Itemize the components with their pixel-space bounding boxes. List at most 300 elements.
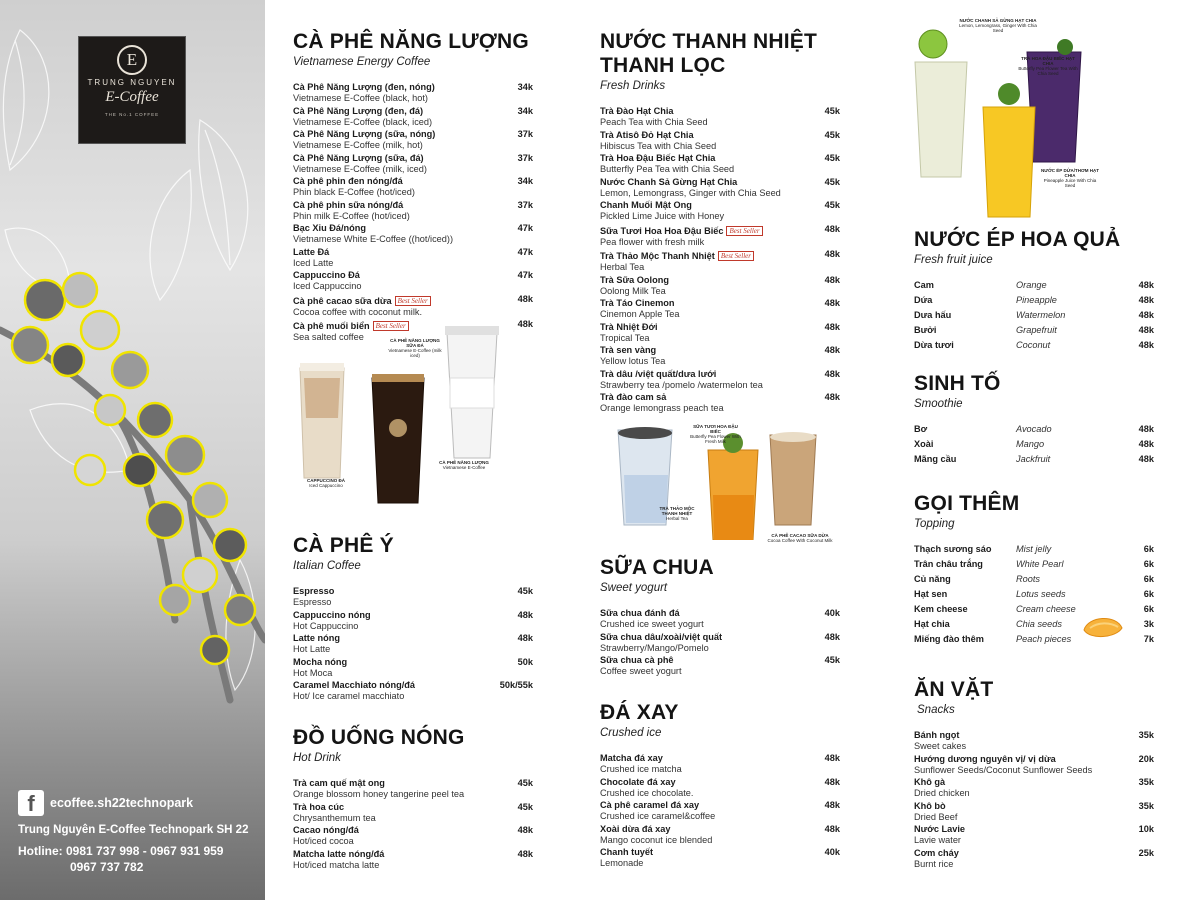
menu-list [293, 586, 533, 702]
menu-item [600, 777, 840, 799]
item-price: 37k [517, 199, 533, 210]
menu-item [914, 801, 1154, 823]
item-name-en: Crushed ice sweet yogurt [600, 619, 704, 629]
menu-item [293, 610, 533, 632]
item-name-en: Orange [1016, 280, 1047, 290]
menu-item [293, 106, 533, 128]
section-title: CÀ PHÊ Ý [293, 534, 394, 557]
item-name-en: Cocoa coffee with coconut milk. [293, 306, 423, 317]
section-crushed-ice [600, 701, 840, 871]
item-name-en: Lavie water [914, 835, 961, 845]
menu-item [600, 298, 840, 320]
item-name-vn: Trà Thảo Mộc Thanh Nhiệt [600, 251, 715, 261]
menu-item [914, 589, 1154, 604]
item-price: 40k [824, 608, 840, 618]
best-seller-badge: Best Seller [373, 321, 409, 331]
item-name-en: Espresso [293, 597, 332, 607]
item-name-en: Avocado [1016, 424, 1052, 434]
item-price: 48k [824, 776, 840, 787]
section-snacks [914, 678, 1154, 871]
item-name-vn: Bưởi [914, 325, 937, 335]
menu-item [293, 82, 533, 104]
item-name-en: Cinemon Apple Tea [600, 309, 680, 319]
item-name-en: Herbal Tea [600, 262, 645, 272]
item-name-en: Crushed ice chocolate. [600, 787, 694, 798]
item-name-en: Grapefruit [1016, 325, 1057, 335]
cup-cacao-coconut [770, 432, 816, 525]
item-price: 48k [824, 631, 840, 642]
item-price: 6k [1143, 604, 1154, 614]
item-name-vn: Hạt sen [914, 589, 948, 599]
item-price: 48k [517, 609, 533, 620]
menu-item [600, 632, 840, 654]
section-title: ĐỒ UỐNG NÓNG [293, 726, 465, 749]
facebook-handle[interactable]: ecoffee.sh22technopark [50, 796, 194, 810]
item-price: 25k [1138, 847, 1154, 858]
item-price: 35k [1138, 777, 1154, 787]
menu-item [914, 574, 1154, 589]
item-name-en: Sweet cakes [914, 741, 967, 751]
item-name-vn: Cà phê cacao sữa dừa [293, 295, 392, 306]
item-name-vn: Espresso [293, 586, 335, 596]
menu-item [600, 322, 840, 344]
item-price: 45k [824, 129, 840, 140]
item-price: 48k [517, 825, 533, 835]
cup-paper [445, 326, 499, 458]
item-name-vn: Trà Nhiệt Đới [600, 321, 658, 332]
item-name-vn: Cà phê caramel đá xay [600, 800, 700, 810]
hotline-secondary: 0967 737 782 [70, 860, 144, 874]
item-name-vn: Cappuccino Đá [293, 270, 360, 280]
section-yogurt [600, 556, 840, 679]
item-name-en: Burnt rice [914, 858, 954, 869]
section-title: ĐÁ XAY [600, 701, 679, 724]
item-price: 45k [824, 106, 840, 116]
item-price: 40k [824, 847, 840, 857]
item-name-en: Sea salted coffee [293, 332, 364, 342]
item-price: 48k [824, 392, 840, 402]
item-name-en: Hot Latte [293, 644, 331, 654]
item-name-en: Hot/ Ice caramel macchiato [293, 691, 405, 701]
item-name-vn: Dứa [914, 295, 933, 305]
photo-label: CÀ PHÊ NĂNG LƯỢNG SỮA ĐÁ Vietnamese E-Coffee (milk iced) [388, 338, 442, 358]
item-name-en: Pineapple [1016, 295, 1057, 305]
section-subtitle: Hot Drink [293, 752, 341, 764]
item-name-vn: Cà Phê Năng Lượng (đen, đá) [293, 105, 424, 116]
menu-list [914, 730, 1154, 870]
item-name-vn: Khô gà [914, 777, 946, 787]
item-name-vn: Trà sen vàng [600, 345, 657, 355]
item-name-vn: Trà hoa cúc [293, 801, 345, 812]
item-name-en: Orange lemongrass peach tea [600, 403, 724, 413]
item-name-vn: Nước Lavie [914, 824, 965, 834]
section-energy-coffee [293, 30, 533, 345]
menu-item [293, 657, 533, 679]
menu-item [600, 249, 840, 273]
photo-label: CAPPUCCINO ĐÁ Iced Cappuccino [306, 478, 345, 488]
item-price: 48k [824, 249, 840, 259]
menu-list [600, 753, 840, 869]
best-seller-badge: Best Seller [726, 226, 762, 236]
brand-name: TRUNG NGUYEN [87, 78, 177, 87]
item-price: 50k/55k [499, 680, 533, 690]
juice-photos [905, 22, 1090, 222]
section-title: NƯỚC THANH NHIỆT [600, 30, 818, 53]
section-fruit-juice [914, 228, 1154, 355]
item-price: 34k [517, 176, 533, 186]
item-name-vn: Cà Phê Năng Lượng (sữa, đá) [293, 152, 424, 163]
menu-item [914, 824, 1154, 846]
item-price: 48k [1138, 295, 1154, 305]
item-name-vn: Bánh ngọt [914, 730, 960, 740]
hotline-primary: Hotline: 0981 737 998 - 0967 931 959 [18, 844, 224, 858]
item-name-en: Hibiscus Tea with Chia Seed [600, 140, 717, 151]
item-name-en: Pickled Lime Juice with Honey [600, 211, 725, 221]
brand-tagline: THE No.1 COFFEE [104, 112, 160, 117]
item-name-vn: Chanh Muối Mật Ong [600, 200, 692, 210]
menu-item [600, 824, 840, 846]
menu-item [600, 655, 840, 677]
item-name-vn: Thạch sương sáo [914, 544, 992, 554]
item-name-en: Dried chicken [914, 788, 970, 798]
item-name-vn: Chanh tuyết [600, 847, 654, 857]
item-price: 48k [517, 319, 533, 329]
item-name-vn: Matcha latte nóng/đá [293, 848, 385, 859]
item-name-en: Coffee sweet yogurt [600, 666, 682, 676]
photo-label: SỮA TƯƠI HOA ĐẬU BIẾC Butterfly Pea Flower With Fresh Milk [690, 424, 741, 444]
item-name-en: Hot Moca [293, 667, 333, 678]
menu-item [293, 270, 533, 292]
store-address: Trung Nguyên E-Coffee Technopark SH 22 [18, 824, 249, 836]
best-seller-badge: Best Seller [718, 251, 754, 261]
item-name-en: Cream cheese [1016, 604, 1076, 614]
cup-herbal-tea [708, 433, 758, 540]
item-name-vn: Xoài [914, 439, 934, 449]
item-price: 48k [824, 223, 840, 234]
item-name-vn: Trà Táo Cinemon [600, 298, 675, 308]
item-name-en: Vietnamese White E-Coffee ((hot/iced)) [293, 234, 454, 244]
section-subtitle: Vietnamese Energy Coffee [293, 56, 431, 68]
item-price: 48k [824, 823, 840, 834]
menu-item [293, 200, 533, 222]
item-price: 48k [824, 298, 840, 308]
item-price: 48k [1138, 325, 1154, 335]
item-price: 10k [1138, 824, 1154, 834]
item-name-en: Iced Latte [293, 257, 334, 268]
menu-item [293, 586, 533, 608]
item-name-en: Vietnamese E-Coffee (milk, hot) [293, 140, 423, 150]
item-name-vn: Cơm cháy [914, 847, 959, 858]
item-name-vn: Hạt chia [914, 619, 950, 629]
item-name-vn: Mocha nóng [293, 656, 348, 667]
menu-item [914, 310, 1154, 325]
item-name-en: Phin black E-Coffee (hot/iced) [293, 187, 415, 197]
menu-item [600, 753, 840, 775]
item-name-en: Butterfly Pea Tea with Chia Seed [600, 164, 735, 174]
item-name-en: Iced Cappuccino [293, 281, 362, 291]
item-name-en: Chia seeds [1016, 619, 1062, 629]
menu-item [600, 106, 840, 128]
menu-item [600, 800, 840, 822]
section-subtitle: Crushed ice [600, 727, 662, 739]
item-name-vn: Bơ [914, 424, 928, 434]
item-price: 48k [824, 345, 840, 355]
item-price: 45k [824, 200, 840, 210]
item-name-vn: Sữa chua cà phê [600, 655, 674, 665]
photo-label: CÀ PHÊ CACAO SỮA DỪA Cocoa Coffee With Coconut Milk [767, 533, 833, 543]
menu-item [600, 275, 840, 297]
item-name-vn: Sữa chua đánh đá [600, 608, 680, 618]
item-price: 6k [1143, 574, 1154, 584]
menu-item [293, 825, 533, 847]
menu-list [600, 608, 840, 677]
item-name-vn: Kem cheese [914, 604, 968, 614]
item-price: 20k [1138, 753, 1154, 764]
item-name-en: White Pearl [1016, 559, 1064, 569]
item-price: 50k [517, 656, 533, 667]
item-name-vn: Matcha đá xay [600, 753, 663, 763]
item-price: 47k [517, 223, 533, 233]
menu-item [293, 153, 533, 175]
menu-item [914, 280, 1154, 295]
menu-item [600, 392, 840, 414]
item-name-vn: Trà cam quế mật ong [293, 778, 385, 788]
item-name-en: Sunflower Seeds/Coconut Sunflower Seeds [914, 764, 1093, 775]
item-price: 6k [1143, 589, 1154, 599]
menu-item [293, 778, 533, 800]
menu-item [293, 680, 533, 702]
item-name-vn: Miếng đào thêm [914, 634, 984, 644]
item-price: 48k [1138, 310, 1154, 320]
item-name-vn: Trà dâu /việt quất/dưa lưới [600, 368, 717, 379]
menu-item [914, 295, 1154, 310]
item-name-en: Strawberry tea /pomelo /watermelon tea [600, 379, 763, 390]
section-title: NƯỚC ÉP HOA QUẢ [914, 228, 1121, 251]
cup-black-coffee [372, 374, 424, 503]
item-price: 3k [1143, 619, 1154, 629]
item-name-vn: Mãng cầu [914, 454, 957, 464]
item-price: 45k [824, 153, 840, 163]
menu-item [600, 153, 840, 175]
item-name-vn: Bạc Xỉu Đá/nóng [293, 223, 366, 233]
best-seller-badge: Best Seller [395, 296, 431, 306]
menu-item [914, 544, 1154, 559]
item-name-en: Yellow lotus Tea [600, 356, 666, 366]
menu-item [914, 454, 1154, 469]
item-name-en: Mango coconut ice blended [600, 834, 713, 845]
item-price: 6k [1143, 559, 1154, 569]
menu-item [600, 608, 840, 630]
photo-label: NƯỚC CHANH SẢ GỪNG HẠT CHIA Lemon, Lemongrass, Ginger With Chia Seed [959, 18, 1037, 33]
item-price: 45k [517, 801, 533, 812]
item-name-en: Coconut [1016, 340, 1051, 350]
menu-item [293, 223, 533, 245]
item-name-vn: Cappuccino nóng [293, 609, 371, 620]
section-title-line2: THANH LỌC [600, 54, 726, 77]
cup-iced-latte [300, 363, 344, 478]
menu-item [293, 849, 533, 871]
menu-list [914, 280, 1154, 355]
menu-item [914, 325, 1154, 340]
facebook-icon: f [18, 790, 44, 816]
item-price: 47k [517, 270, 533, 280]
menu-item [600, 200, 840, 222]
item-name-vn: Dừa tươi [914, 340, 954, 350]
item-price: 48k [824, 800, 840, 810]
cup-lemon-ginger [915, 30, 967, 177]
menu-item [914, 424, 1154, 439]
menu-item [914, 340, 1154, 355]
item-price: 48k [824, 368, 840, 379]
item-name-en: Hot Cappuccino [293, 620, 359, 631]
item-price: 45k [517, 586, 533, 596]
menu-item [293, 294, 533, 318]
menu-item [600, 369, 840, 391]
photo-label: TRÀ THẢO MỘC THANH NHIỆT Herbal Tea [659, 506, 695, 521]
menu-item [293, 633, 533, 655]
item-price: 35k [1138, 730, 1154, 740]
menu-item [600, 177, 840, 199]
section-subtitle: Fresh Drinks [600, 80, 666, 92]
item-name-vn: Caramel Macchiato nóng/đá [293, 680, 416, 690]
menu-item [293, 247, 533, 269]
menu-item [914, 439, 1154, 454]
section-subtitle: Smoothie [914, 398, 963, 410]
item-name-vn: Khô bò [914, 800, 946, 811]
item-name-vn: Cà phê muối biển [293, 321, 370, 331]
menu-item [600, 130, 840, 152]
item-price: 48k [517, 848, 533, 859]
item-price: 7k [1143, 634, 1154, 644]
brand-sub: E-Coffee [105, 89, 159, 105]
menu-list [293, 82, 533, 343]
item-name-en: Watermelon [1016, 310, 1066, 320]
item-price: 47k [517, 246, 533, 257]
section-subtitle: Italian Coffee [293, 560, 361, 572]
item-name-vn: Trà Sữa Oolong [600, 274, 669, 285]
item-price: 48k [1138, 340, 1154, 350]
item-name-vn: Cà Phê Năng Lượng (đen, nóng) [293, 82, 435, 92]
menu-list [293, 778, 533, 871]
item-name-vn: Trà Đào Hạt Chia [600, 106, 674, 116]
contact-block [18, 790, 263, 874]
item-price: 48k [824, 753, 840, 763]
item-name-vn: Cam [914, 280, 934, 290]
section-title: GỌI THÊM [914, 492, 1020, 515]
menu-item [293, 176, 533, 198]
item-price: 48k [824, 274, 840, 285]
item-price: 37k [517, 152, 533, 163]
item-name-vn: Nước Chanh Sả Gừng Hạt Chia [600, 176, 738, 187]
item-name-vn: Trà Atisô Đỏ Hạt Chia [600, 129, 694, 140]
cup-pineapple [983, 83, 1035, 217]
section-fresh-drinks [600, 30, 840, 416]
item-name-en: Orange blossom honey tangerine peel tea [293, 789, 465, 799]
item-name-vn: Trà Hoa Đậu Biếc Hạt Chia [600, 153, 716, 163]
item-price: 48k [1138, 280, 1154, 290]
item-price: 45k [824, 176, 840, 187]
item-name-en: Lemon, Lemongrass, Ginger with Chia Seed [600, 187, 781, 198]
item-name-en: Peach pieces [1016, 634, 1072, 644]
item-name-vn: Sữa Tươi Hoa Hoa Đậu Biếc [600, 225, 724, 236]
item-name-en: Pea flower with fresh milk [600, 236, 705, 247]
section-title: SỮA CHUA [600, 556, 714, 579]
item-price: 48k [824, 321, 840, 332]
item-name-en: Strawberry/Mango/Pomelo [600, 642, 709, 653]
section-italian-coffee [293, 534, 533, 704]
item-name-vn: Cà phê phin đen nóng/đá [293, 176, 403, 186]
menu-item [293, 802, 533, 824]
item-name-en: Hot/iced cocoa [293, 836, 354, 846]
menu-item [914, 848, 1154, 870]
section-title: SINH TỐ [914, 372, 1001, 395]
item-name-en: Lemonade [600, 858, 644, 868]
section-title: CÀ PHÊ NĂNG LƯỢNG [293, 30, 529, 53]
brand-logo [78, 36, 186, 144]
item-name-en: Roots [1016, 574, 1041, 584]
item-name-vn: Xoài dừa đá xay [600, 823, 671, 834]
item-name-en: Peach Tea with Chia Seed [600, 117, 708, 127]
item-name-vn: Trân châu trắng [914, 559, 983, 569]
menu-item [600, 345, 840, 367]
item-price: 48k [1138, 454, 1154, 464]
photo-label: TRÀ HOA ĐẬU BIẾC HẠT CHIA Butterfly Pea Flower Tea With Chia Seed [1018, 56, 1078, 76]
item-name-vn: Trà đào cam sả [600, 392, 667, 402]
item-name-vn: Sữa chua dâu/xoài/việt quất [600, 631, 723, 642]
item-name-en: Hot/iced matcha latte [293, 859, 380, 870]
item-price: 45k [824, 655, 840, 665]
menu-list [600, 106, 840, 414]
menu-item [914, 559, 1154, 574]
menu-item [600, 847, 840, 869]
section-subtitle: Sweet yogurt [600, 582, 668, 594]
item-name-en: Lotus seeds [1016, 589, 1066, 599]
section-smoothie [914, 372, 1154, 469]
item-price: 48k [1138, 424, 1154, 434]
menu-list [914, 424, 1154, 469]
menu-item [914, 754, 1154, 776]
item-name-vn: Chocolate đá xay [600, 776, 676, 787]
item-name-en: Vietnamese E-Coffee (black, hot) [293, 93, 428, 103]
menu-item [914, 777, 1154, 799]
item-price: 37k [517, 129, 533, 139]
item-name-en: Phin milk E-Coffee (hot/iced) [293, 210, 410, 221]
item-name-vn: Củ năng [914, 574, 951, 584]
item-price: 35k [1138, 800, 1154, 811]
item-price: 6k [1143, 544, 1154, 554]
item-name-en: Vietnamese E-Coffee (milk, iced) [293, 163, 427, 174]
brand-emblem: E [117, 45, 147, 75]
item-name-en: Jackfruit [1016, 454, 1051, 464]
section-subtitle: Fresh fruit juice [914, 254, 993, 266]
item-name-vn: Latte Đá [293, 246, 330, 257]
item-name-en: Mist jelly [1016, 544, 1052, 554]
section-title: ĂN VẶT [914, 678, 994, 701]
item-name-en: Oolong Milk Tea [600, 285, 666, 296]
item-name-vn: Cà Phê Năng Lượng (sữa, nóng) [293, 129, 436, 139]
item-name-vn: Latte nóng [293, 633, 340, 643]
item-price: 48k [1138, 439, 1154, 449]
photo-label: CÀ PHÊ NĂNG LƯỢNG Vietnamese E-Coffee [439, 460, 489, 470]
item-name-en: Vietnamese E-Coffee (black, iced) [293, 116, 433, 127]
section-subtitle: Topping [914, 518, 955, 530]
section-subtitle: Snacks [917, 704, 955, 716]
item-name-vn: Dưa hấu [914, 310, 952, 320]
item-name-en: Tropical Tea [600, 332, 650, 343]
menu-item [600, 224, 840, 248]
left-panel [0, 0, 265, 900]
photo-label: NƯỚC ÉP DỨA/THƠM HẠT CHIA Pineapple Juice With Chia Seed [1040, 168, 1100, 188]
